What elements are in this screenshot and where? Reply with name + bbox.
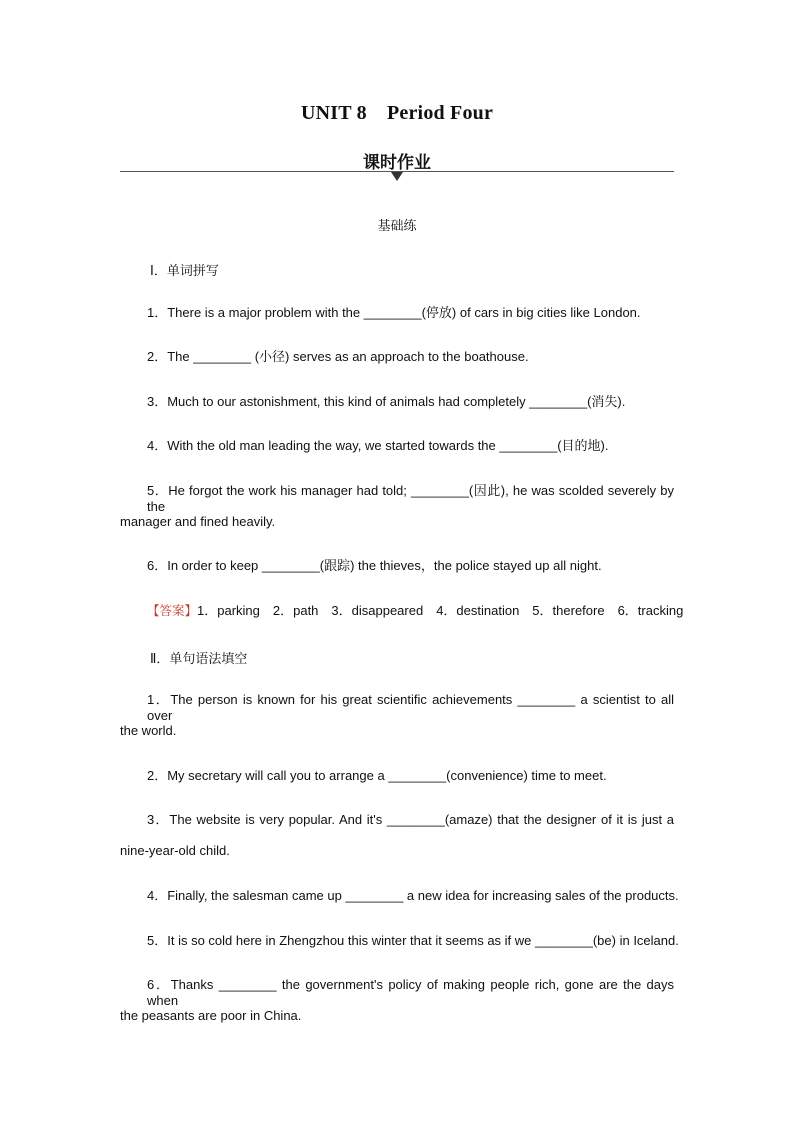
section-heading: 基础练 [377,219,417,234]
triangle-marker-icon [391,172,403,181]
part2-item-1: 1．The person is known for his great scientific achievements ________ a scientist to all over [147,692,674,723]
part1-item-1: 1．There is a major problem with the ________(停放) of cars in big cities like London. [147,305,641,320]
part2-item-3-cont: nine-year-old child. [120,843,230,858]
part1-item-5-cont: manager and fined heavily. [120,514,276,529]
part1-item-5: 5．He forgot the work his manager had told; ________(因此), he was scolded severely by the [147,483,674,514]
part2-heading: Ⅱ．单句语法填空 [150,652,248,667]
part1-item-6: 6．In order to keep ________(跟踪) the thieves，the police stayed up all night. [147,558,602,573]
part2-item-3: 3．The website is very popular. And it's ________(amaze) that the designer of it is just a [147,812,674,827]
part2-item-2: 2．My secretary will call you to arrange a ________(convenience) time to meet. [147,768,607,783]
answer-text: 1．parking 2．path 3．disappeared 4．destination 5．therefore 6．tracking [197,603,684,618]
part1-heading: Ⅰ．单词拼写 [150,264,219,279]
part2-item-6: 6．Thanks ________ the government's policy of making people rich, gone are the days when [147,977,674,1008]
part2-item-5: 5．It is so cold here in Zhengzhou this winter that it seems as if we ________(be) in Iceland. [147,933,679,948]
page-title: UNIT 8 Period Four [300,102,494,124]
part2-item-1-cont: the world. [120,723,177,738]
answer-label: 【答案】 [147,603,198,618]
part1-answer [120,603,684,619]
homework-subtitle: 课时作业 [363,153,431,173]
part1-item-4: 4．With the old man leading the way, we started towards the ________(目的地). [147,438,609,453]
part1-item-2: 2．The ________ (小径) serves as an approach to the boathouse. [147,349,529,364]
part2-item-4: 4．Finally, the salesman came up ________ a new idea for increasing sales of the products. [147,888,679,903]
part2-item-6-cont: the peasants are poor in China. [120,1008,302,1023]
part1-item-3: 3．Much to our astonishment, this kind of animals had completely ________(消失). [147,394,626,409]
